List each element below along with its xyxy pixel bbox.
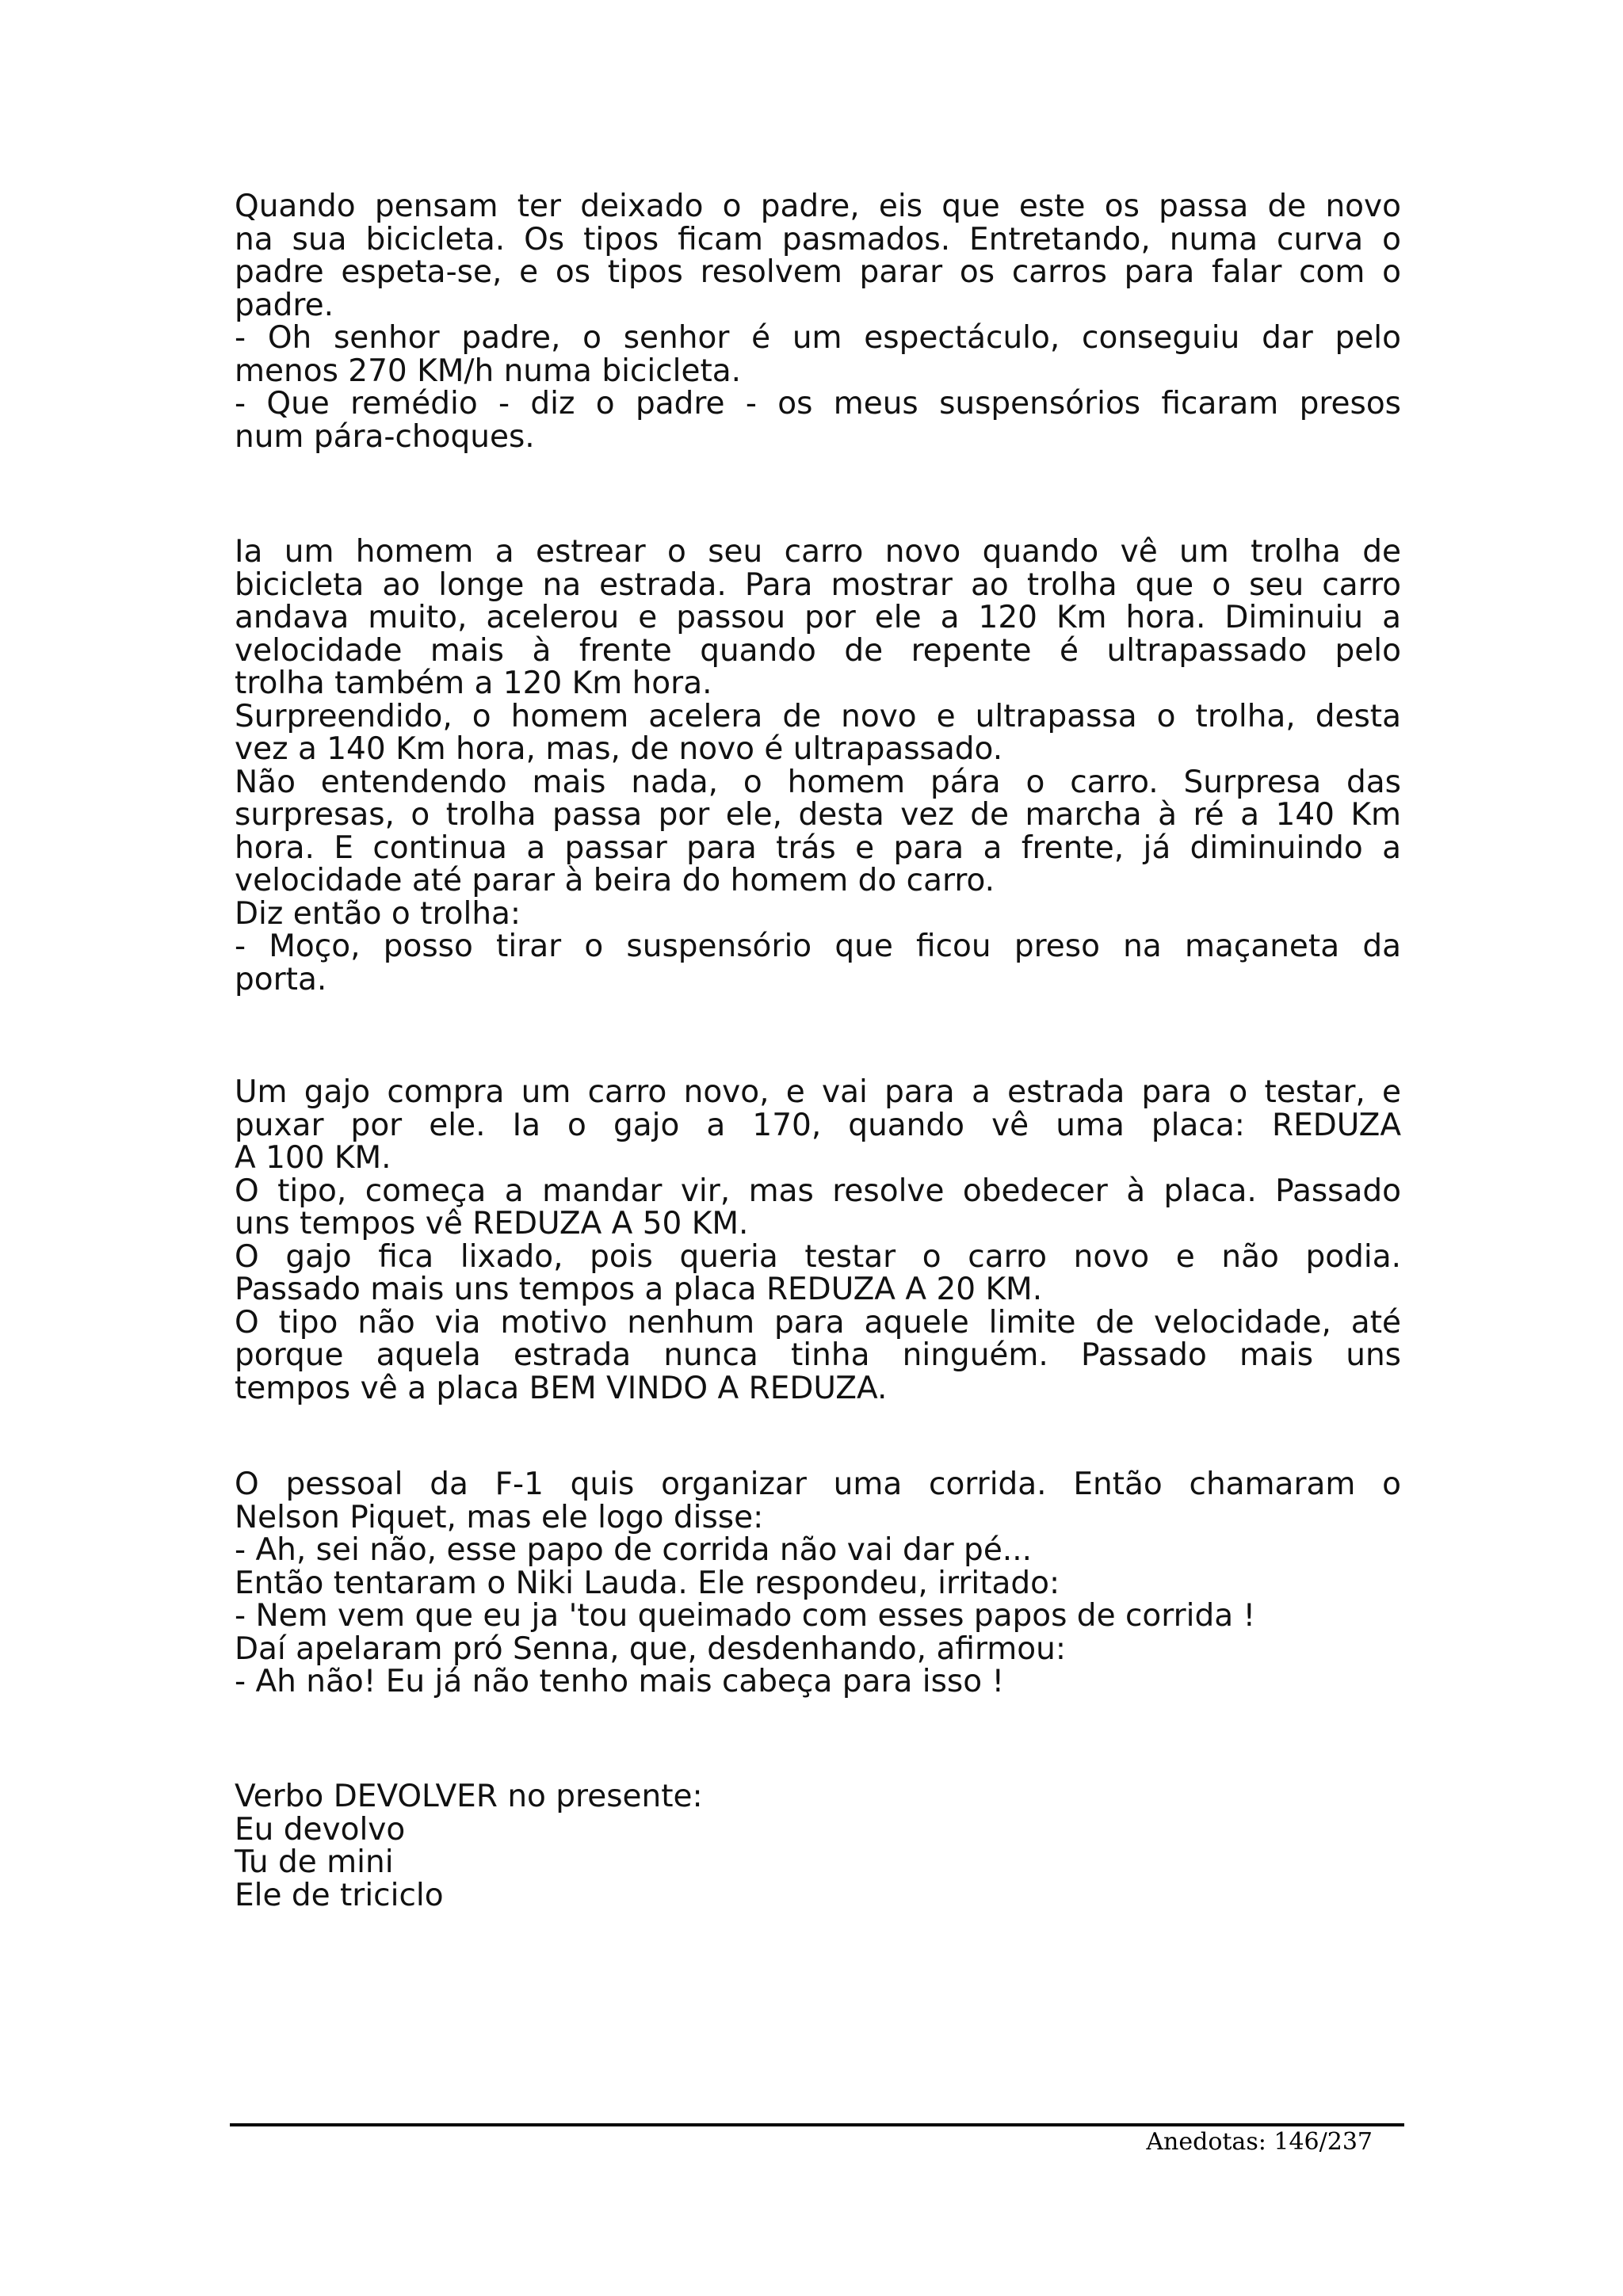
joke-trolha-bicicleta — [235, 536, 1401, 996]
text-line: A 100 KM. — [235, 1140, 391, 1176]
text-line: - Ah, sei não, esse papo de corrida não vai dar pé... — [235, 1532, 1033, 1568]
text-line: Diz então o trolha: — [235, 895, 521, 932]
text-line: Não entendendo mais nada, o homem pára o carro. Surpresa das — [235, 764, 1401, 800]
text-line: - Ah não! Eu já não tenho mais cabeça para isso ! — [235, 1664, 1005, 1699]
text-line: trolha também a 120 Km hora. — [235, 666, 712, 701]
paragraph — [235, 766, 1401, 898]
paragraph — [235, 1468, 1401, 1534]
text-line: O pessoal da F-1 quis organizar uma corrida. Então chamaram o — [235, 1466, 1401, 1502]
paragraph — [235, 1306, 1401, 1405]
text-line: hora. E continua a passar para trás e para a frente, já diminuindo a — [235, 830, 1401, 866]
paragraph — [235, 1665, 1401, 1699]
paragraph — [235, 895, 1401, 932]
text-line: - Que remédio - diz o padre - os meus suspensórios ficaram presos — [235, 386, 1401, 421]
paragraph — [235, 1534, 1401, 1567]
paragraph — [235, 1879, 1401, 1913]
joke-verbo-devolver — [235, 1780, 1401, 1912]
text-line: num pára-choques. — [235, 418, 535, 455]
text-line: O gajo fica lixado, pois queria testar o carro novo e não podia. — [235, 1238, 1401, 1275]
paragraph — [235, 930, 1401, 996]
text-line: Eu devolvo — [235, 1811, 406, 1848]
text-line: - Moço, posso tirar o suspensório que ficou preso na maçaneta da — [235, 929, 1401, 964]
paragraph — [235, 1567, 1401, 1600]
text-line: Verbo DEVOLVER no presente: — [235, 1779, 703, 1814]
paragraph — [235, 1175, 1401, 1241]
joke-padre-bicicleta — [235, 190, 1401, 453]
text-line: velocidade mais à frente quando de repente é ultrapassado pelo — [235, 632, 1401, 669]
paragraph — [235, 190, 1401, 322]
paragraph — [235, 1811, 1401, 1848]
paragraph — [235, 700, 1401, 766]
footer-divider — [230, 2123, 1404, 2126]
text-line: padre. — [235, 287, 334, 323]
text-line: tempos vê a placa BEM VINDO A REDUZA. — [235, 1370, 888, 1406]
text-line: Ia um homem a estrear o seu carro novo quando vê um trolha de — [235, 534, 1401, 570]
text-line: Ele de triciclo — [235, 1877, 444, 1913]
paragraph — [235, 1076, 1401, 1175]
paragraph — [235, 322, 1401, 387]
page-number: Anedotas: 146/237 — [1146, 2128, 1373, 2156]
text-line: Quando pensam ter deixado o padre, eis que este os passa de novo — [235, 189, 1401, 224]
text-line: vez a 140 Km hora, mas, de novo é ultrapassado. — [235, 731, 1003, 767]
text-line: Passado mais uns tempos a placa REDUZA A 20 KM. — [235, 1272, 1043, 1307]
joke-reduza — [235, 1076, 1401, 1405]
text-line: - Oh senhor padre, o senhor é um espectáculo, conseguiu dar pelo — [235, 320, 1401, 356]
text-line: Então tentaram o Niki Lauda. Ele respondeu, irritado: — [235, 1565, 1060, 1601]
paragraph — [235, 1630, 1401, 1667]
text-line: Surpreendido, o homem acelera de novo e ultrapassa o trolha, desta — [235, 698, 1401, 734]
paragraph — [235, 1780, 1401, 1814]
paragraph — [235, 1846, 1401, 1879]
text-line: na sua bicicleta. Os tipos ficam pasmados. Entretando, numa curva o — [235, 221, 1401, 257]
text-line: uns tempos vê REDUZA A 50 KM. — [235, 1206, 749, 1241]
text-line: - Nem vem que eu ja 'tou queimado com esses papos de corrida ! — [235, 1598, 1256, 1634]
text-line: bicicleta ao longe na estrada. Para mostrar ao trolha que o seu carro — [235, 566, 1401, 603]
text-line: padre espeta-se, e os tipos resolvem parar os carros para falar com o — [235, 254, 1401, 290]
text-line: velocidade até parar à beira do homem do carro. — [235, 863, 995, 898]
paragraph — [235, 1238, 1401, 1307]
text-line: porque aquela estrada nunca tinha ninguém. Passado mais uns — [235, 1337, 1401, 1373]
text-line: Um gajo compra um carro novo, e vai para a estrada para o testar, e — [235, 1074, 1401, 1110]
text-line: surpresas, o trolha passa por ele, desta vez de marcha à ré a 140 Km — [235, 797, 1401, 833]
text-line: Tu de mini — [235, 1844, 394, 1880]
text-line: andava muito, acelerou e passou por ele a 120 Km hora. Diminuiu a — [235, 600, 1401, 635]
text-line: Nelson Piquet, mas ele logo disse: — [235, 1499, 764, 1535]
text-line: porta. — [235, 961, 327, 997]
joke-formula-1 — [235, 1468, 1401, 1699]
paragraph — [235, 536, 1401, 700]
text-line: O tipo não via motivo nenhum para aquele limite de velocidade, até — [235, 1304, 1401, 1341]
paragraph — [235, 387, 1401, 453]
text-line: puxar por ele. Ia o gajo a 170, quando vê uma placa: REDUZA — [235, 1107, 1401, 1143]
text-line: O tipo, começa a mandar vir, mas resolve obedecer à placa. Passado — [235, 1173, 1401, 1209]
text-line: menos 270 KM/h numa bicicleta. — [235, 353, 742, 389]
text-line: Daí apelaram pró Senna, que, desdenhando, afirmou: — [235, 1630, 1067, 1667]
paragraph — [235, 1600, 1401, 1633]
